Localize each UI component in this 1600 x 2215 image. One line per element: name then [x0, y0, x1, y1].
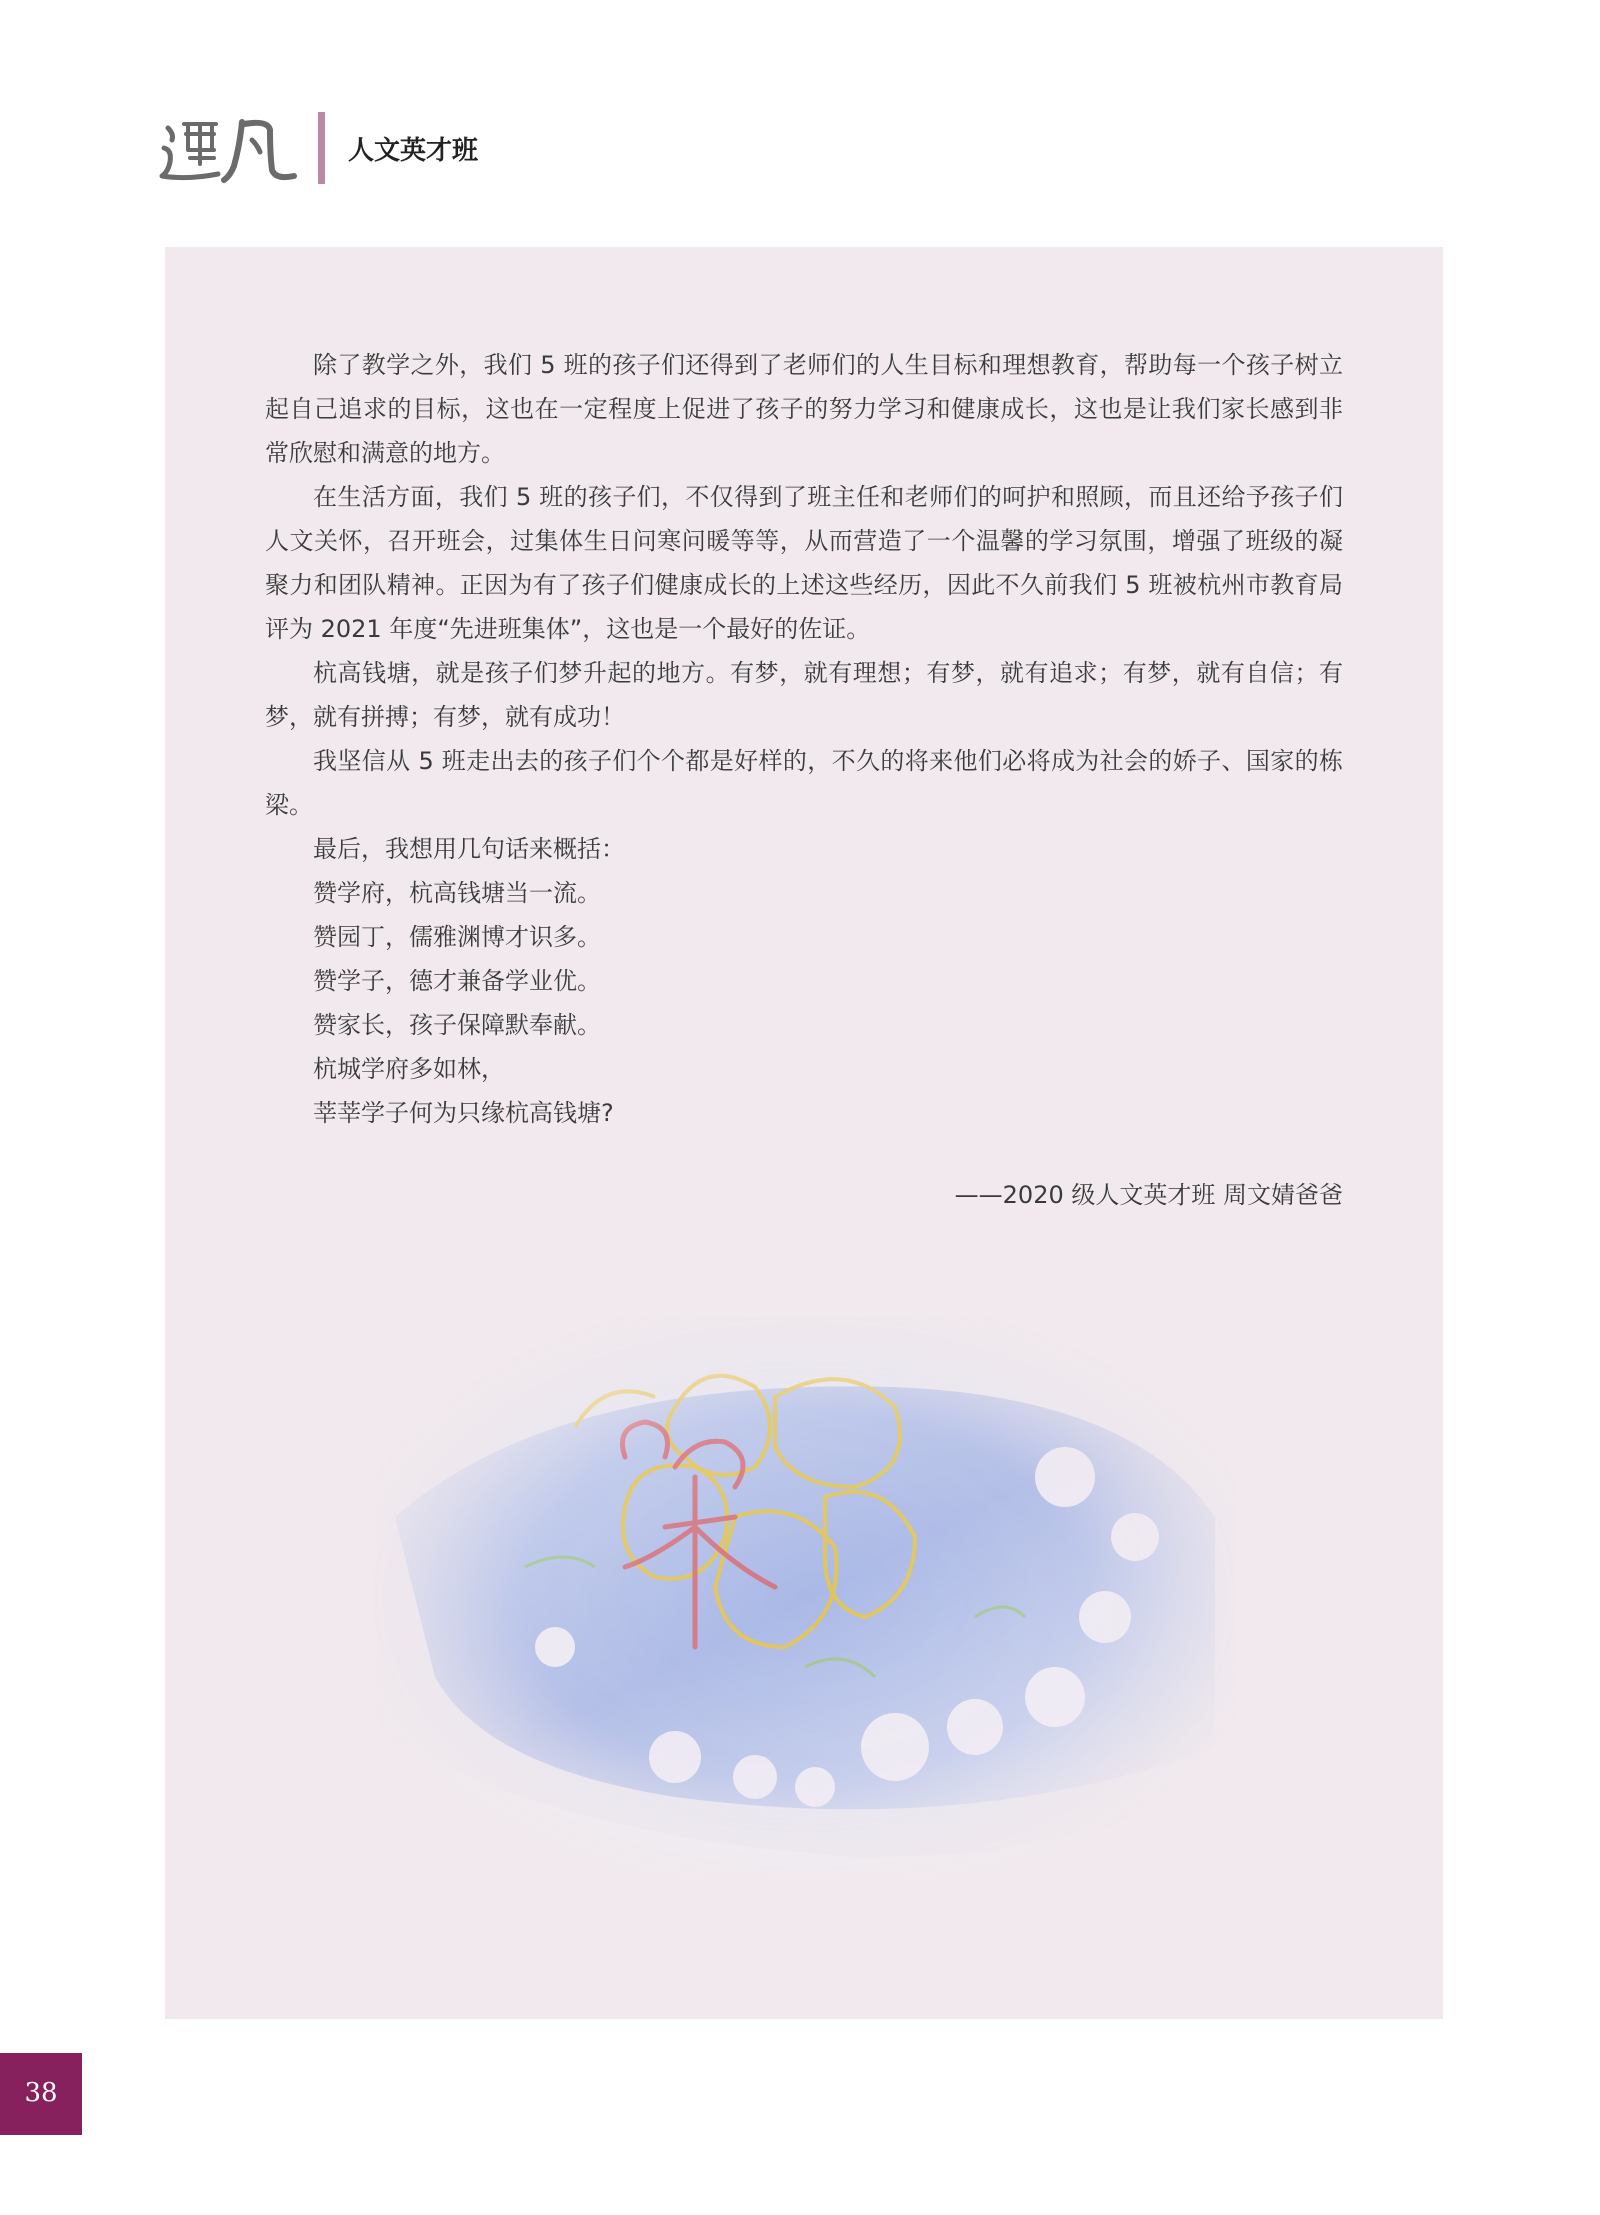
paragraph-3: 杭高钱塘，就是孩子们梦升起的地方。有梦，就有理想；有梦，就有追求；有梦，就有自信；有梦，就有拼搏；有梦，就有成功！	[265, 659, 1343, 731]
paragraph-2: 在生活方面，我们 5 班的孩子们，不仅得到了班主任和老师们的呵护和照顾，而且还给予孩子们人文关怀，召开班会，过集体生日问寒问暖等等，从而营造了一个温馨的学习氛围，增强了班级的凝聚力和团队精神。正因为有了孩子们健康成长的上述这些经历，因此不久前我们 5 班被杭州市教育局评为 2021 年度“先进班集体”，这也是一个最好的佐证。	[265, 483, 1343, 643]
section-title: 人文英才班	[348, 136, 479, 166]
verse-line-2: 赞园丁，儒雅渊博才识多。	[313, 923, 601, 951]
paragraph-4: 我坚信从 5 班走出去的孩子们个个都是好样的，不久的将来他们必将成为社会的娇子、国家的栋梁。	[265, 747, 1343, 819]
article-body	[265, 343, 1343, 1135]
paragraph-5: 最后，我想用几句话来概括：	[313, 835, 625, 863]
article-panel	[165, 247, 1443, 2019]
verse-line-6: 莘莘学子何为只缘杭高钱塘?	[313, 1099, 614, 1127]
paragraph-1: 除了教学之外，我们 5 班的孩子们还得到了老师们的人生目标和理想教育，帮助每一个孩子树立起自己追求的目标，这也在一定程度上促进了孩子的努力学习和健康成长，这也是让我们家长感到非常欣慰和满意的地方。	[265, 351, 1343, 467]
faded-flower-bowl-image	[375, 1317, 1235, 1877]
page-number: 38	[24, 2078, 58, 2108]
page-number-box	[0, 2053, 82, 2135]
verse-line-3: 赞学子，德才兼备学业优。	[313, 967, 601, 995]
verse-line-1: 赞学府，杭高钱塘当一流。	[313, 879, 601, 907]
header-divider	[318, 112, 325, 184]
calligraphy-logo	[158, 114, 300, 186]
verse-line-5: 杭城学府多如林，	[313, 1055, 505, 1083]
verse-line-4: 赞家长，孩子保障默奉献。	[313, 1011, 601, 1039]
author-signature: ——2020 级人文英才班 周文婧爸爸	[954, 1181, 1343, 1209]
